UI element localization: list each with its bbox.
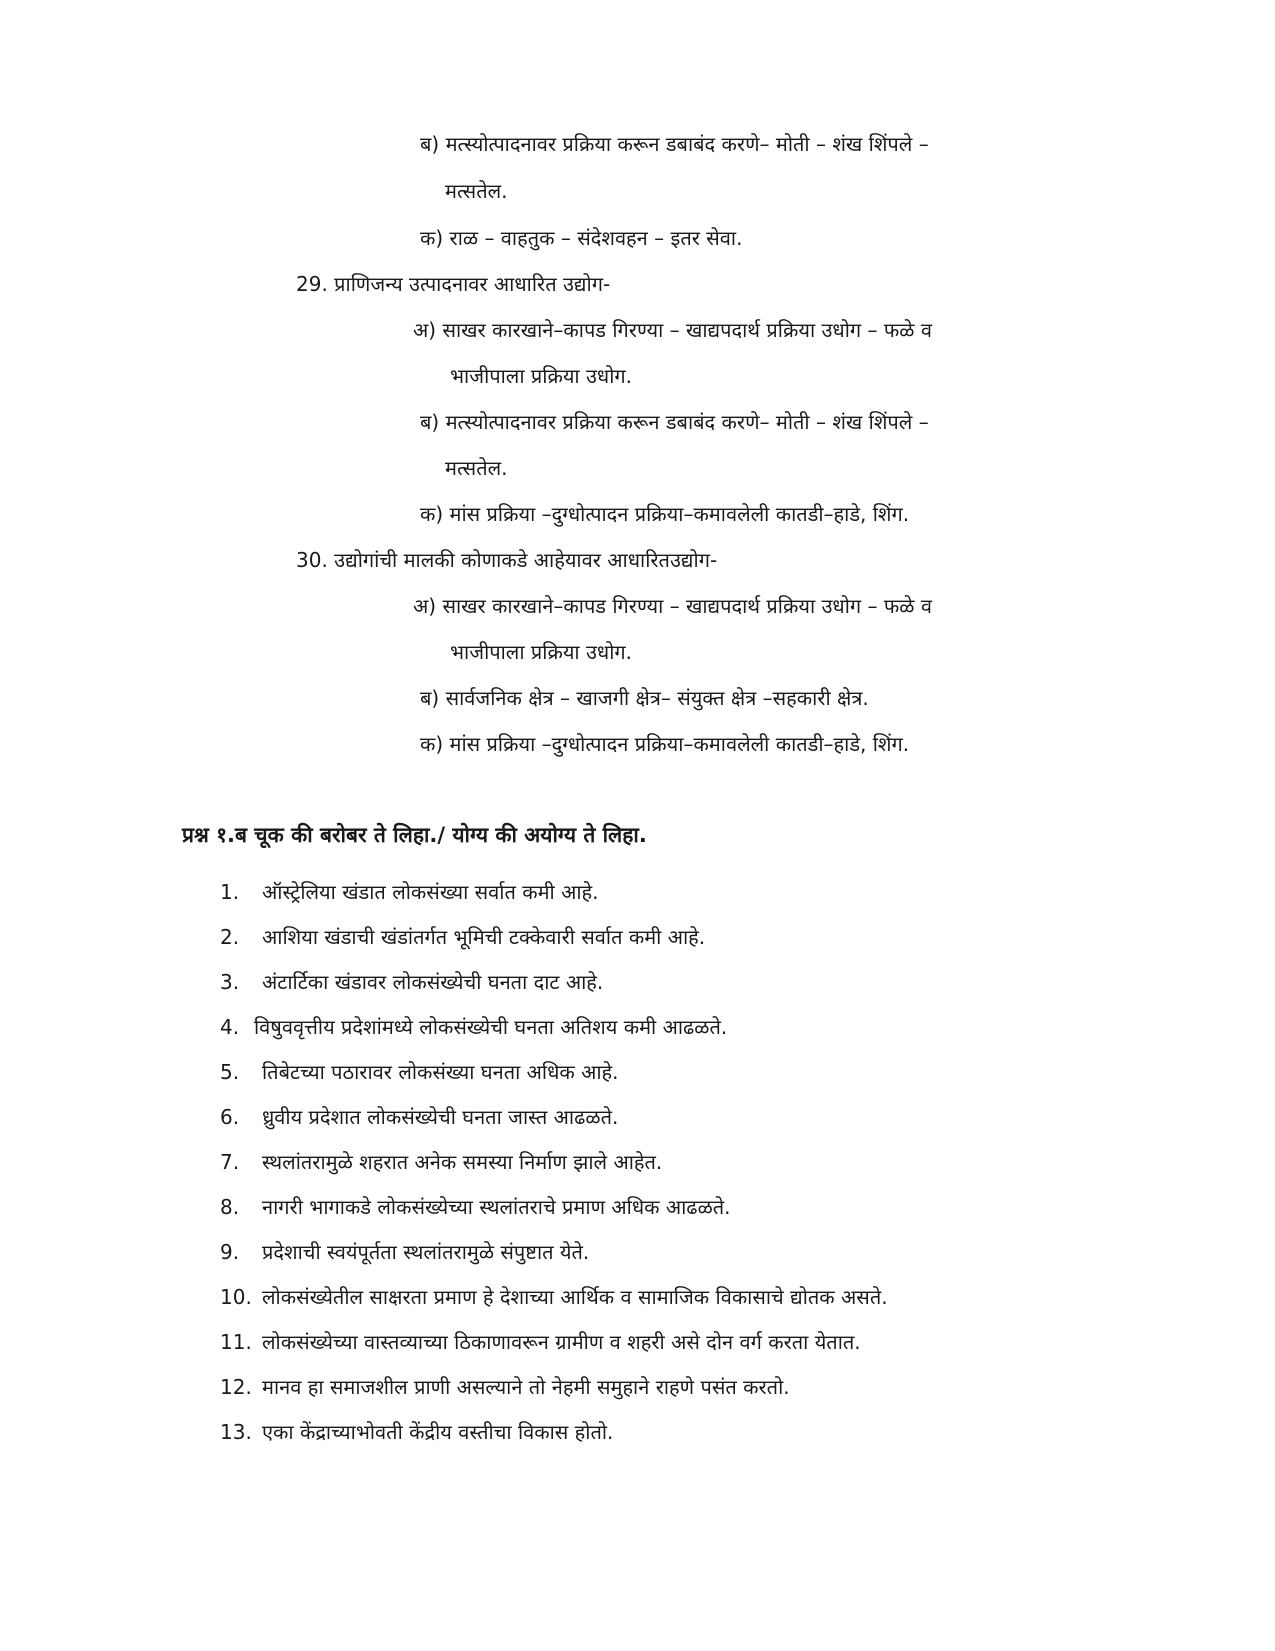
item-text: आशिया खंडाची खंडांतर्गत भूमिची टक्केवारी सर्वात कमी आहे.: [262, 925, 706, 949]
item29-b-text: मत्स्योत्पादनावर प्रक्रिया करून डबाबंद करणे– मोती – शंख शिंपले –: [445, 410, 929, 434]
top-k-marker: क): [420, 226, 444, 250]
item-number: 2.: [220, 925, 240, 949]
item-number: 13.: [220, 1420, 252, 1444]
item29-k-marker: क): [420, 502, 444, 526]
item30-a-line1: [413, 592, 932, 620]
item-text: मानव हा समाजशील प्राणी असल्याने तो नेहमी समुहाने राहणे पसंत करतो.: [262, 1375, 790, 1399]
item-text: ऑस्ट्रेलिया खंडात लोकसंख्या सर्वात कमी आहे.: [262, 880, 599, 904]
item29-k-text: मांस प्रक्रिया –दुग्धोत्पादन प्रक्रिया–कमावलेली कातडी–हाडे, शिंग.: [449, 502, 910, 526]
item-number: 9.: [220, 1240, 240, 1264]
top-b-line1: [420, 130, 929, 158]
item-text: तिबेटच्या पठारावर लोकसंख्या घनता अधिक आहे.: [262, 1060, 619, 1084]
item29-b-line1: [420, 408, 929, 436]
item29-k-line: [420, 500, 909, 528]
item-text: नागरी भागाकडे लोकसंख्येच्या स्थलांतराचे प्रमाण अधिक आढळते.: [262, 1195, 731, 1219]
item-text: विषुववृत्तीय प्रदेशांमध्ये लोकसंख्येची घनता अतिशय कमी आढळते.: [254, 1015, 728, 1039]
item-number: 8.: [220, 1195, 240, 1219]
item-text: लोकसंख्येतील साक्षरता प्रमाण हे देशाच्या आर्थिक व सामाजिक विकासाचे द्योतक असते.: [262, 1285, 888, 1309]
item29-a-line2: भाजीपाला प्रक्रिया उधोग.: [450, 364, 633, 388]
item30-b-line: [420, 684, 869, 712]
item-number: 4.: [220, 1015, 240, 1039]
top-k-text: राळ – वाहतुक – संदेशवहन – इतर सेवा.: [449, 226, 743, 250]
item-text: एका केंद्राच्याभोवती केंद्रीय वस्तीचा विकास होतो.: [262, 1420, 614, 1444]
item29-a-marker: अ): [413, 318, 437, 342]
item-number: 10.: [220, 1285, 252, 1309]
item-number: 5.: [220, 1060, 240, 1084]
item30-a-line2: भाजीपाला प्रक्रिया उधोग.: [450, 640, 633, 664]
item30-heading: 30. उद्योगांची मालकी कोणाकडे आहेयावर आधारितउद्योग-: [296, 548, 718, 572]
item30-k-line: [420, 730, 909, 758]
item29-b-line2: मत्सतेल.: [445, 456, 508, 480]
item30-b-marker: ब): [420, 686, 440, 710]
item-number: 6.: [220, 1105, 240, 1129]
item-text: ध्रुवीय प्रदेशात लोकसंख्येची घनता जास्त आढळते.: [262, 1105, 619, 1129]
top-b-marker: ब): [420, 132, 440, 156]
item-text: लोकसंख्येच्या वास्तव्याच्या ठिकाणावरून ग्रामीण व शहरी असे दोन वर्ग करता येतात.: [262, 1330, 861, 1354]
item30-a-marker: अ): [413, 594, 437, 618]
item30-b-text: सार्वजनिक क्षेत्र – खाजगी क्षेत्र– संयुक्त क्षेत्र –सहकारी क्षेत्र.: [445, 686, 869, 710]
item-number: 3.: [220, 970, 240, 994]
top-b-line2: मत्सतेल.: [445, 179, 508, 203]
item-text: अंटार्टिका खंडावर लोकसंख्येची घनता दाट आहे.: [262, 970, 604, 994]
item29-a-line1: [413, 316, 932, 344]
item-text: स्थलांतरामुळे शहरात अनेक समस्या निर्माण झाले आहेत.: [262, 1150, 663, 1174]
item30-k-marker: क): [420, 732, 444, 756]
item-number: 12.: [220, 1375, 252, 1399]
top-k-line: [420, 224, 742, 252]
item29-a-text: साखर कारखाने–कापड गिरण्या – खाद्यपदार्थ प्रक्रिया उधोग – फळे व: [442, 318, 932, 342]
item29-heading: 29. प्राणिजन्य उत्पादनावर आधारित उद्योग-: [296, 272, 611, 296]
item-text: प्रदेशाची स्वयंपूर्तता स्थलांतरामुळे संपुष्टात येते.: [262, 1240, 590, 1264]
item30-k-text: मांस प्रक्रिया –दुग्धोत्पादन प्रक्रिया–कमावलेली कातडी–हाडे, शिंग.: [449, 732, 910, 756]
item-number: 11.: [220, 1330, 252, 1354]
item29-b-marker: ब): [420, 410, 440, 434]
question-heading: प्रश्न १.ब चूक की बरोबर ते लिहा./ योग्य की अयोग्य ते लिहा.: [182, 823, 647, 847]
item30-a-text: साखर कारखाने–कापड गिरण्या – खाद्यपदार्थ प्रक्रिया उधोग – फळे व: [442, 594, 932, 618]
item-number: 7.: [220, 1150, 240, 1174]
top-b-text: मत्स्योत्पादनावर प्रक्रिया करून डबाबंद करणे– मोती – शंख शिंपले –: [445, 132, 929, 156]
item-number: 1.: [220, 880, 240, 904]
